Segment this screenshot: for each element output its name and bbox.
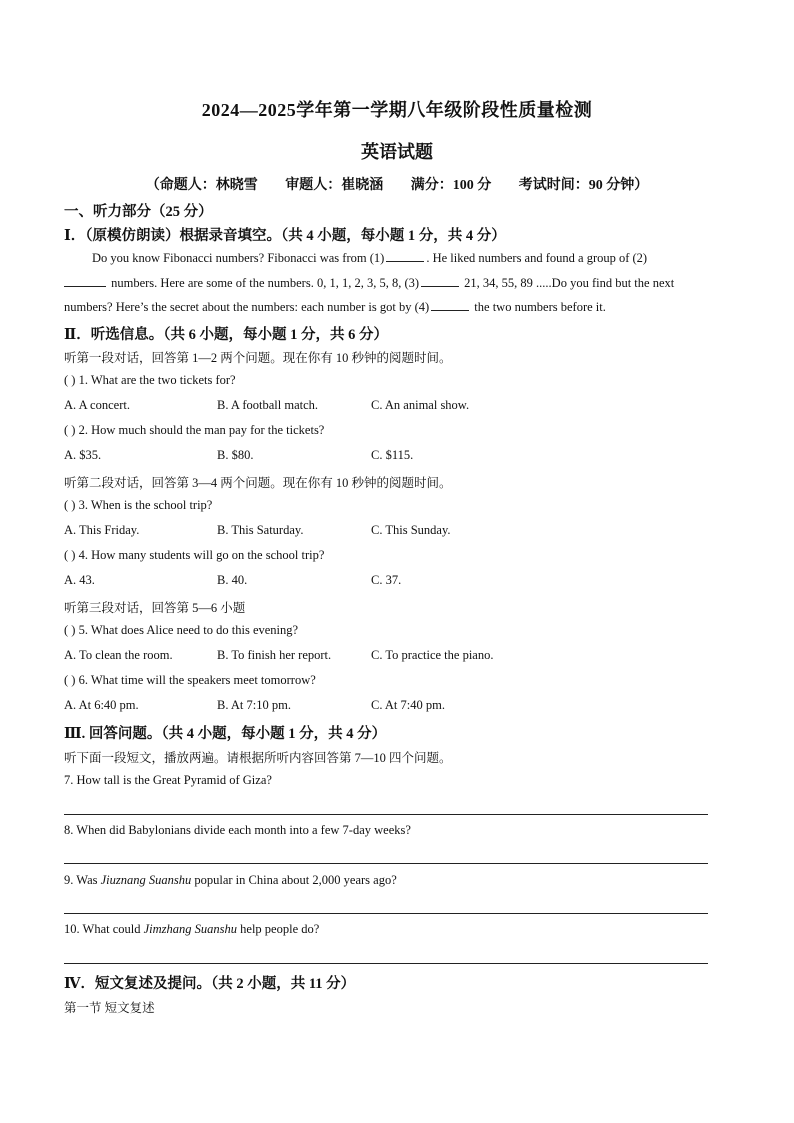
part2-intro-2: 听第二段对话，回答第 3—4 两个问题。现在你有 10 秒钟的阅题时间。 xyxy=(64,476,452,490)
question-4: ( ) 4. How many students will go on the school trip? xyxy=(64,548,325,562)
question-8: 8. When did Babylonians divide each month into a few 7-day weeks? xyxy=(64,823,411,837)
question-10: 10. What could Jimzhang Suanshu help people do? xyxy=(64,922,320,936)
passage-line-2: numbers. Here are some of the numbers. 0, 1, 1, 2, 3, 5, 8, (3) 21, 34, 55, 89 .....Do you find but the next xyxy=(64,271,730,296)
part3-intro: 听下面一段短文，播放两遍。请根据所听内容回答第 7—10 四个问题。 xyxy=(64,751,452,765)
part2-intro-3: 听第三段对话，回答第 5—6 小题 xyxy=(64,601,246,615)
part2-heading: Ⅱ．听选信息。（共 6 小题，每小题 1 分，共 6 分） xyxy=(64,327,388,343)
exam-title: 2024—2025学年第一学期八年级阶段性质量检测 xyxy=(201,100,593,120)
part1-heading: Ⅰ．（原模仿朗读）根据录音填空。（共 4 小题，每小题 1 分，共 4 分） xyxy=(64,228,506,244)
part2-intro-1: 听第一段对话，回答第 1—2 两个问题。现在你有 10 秒钟的阅题时间。 xyxy=(64,351,452,365)
q1-option-b[interactable]: B. A football match. xyxy=(217,398,319,412)
answer-line-8[interactable] xyxy=(64,863,708,864)
answer-line-9[interactable] xyxy=(64,913,708,914)
q3-option-c[interactable]: C. This Sunday. xyxy=(371,523,451,537)
meta-score: 满分：100 分 xyxy=(410,178,492,193)
q5-option-b[interactable]: B. To finish her report. xyxy=(217,648,332,662)
exam-subtitle: 英语试题 xyxy=(361,142,433,162)
part1-passage xyxy=(64,246,730,320)
exam-meta xyxy=(0,174,794,194)
part4-subsection-1: 第一节 短文复述 xyxy=(64,1001,155,1015)
question-2: ( ) 2. How much should the man pay for the tickets? xyxy=(64,423,325,437)
question-7: 7. How tall is the Great Pyramid of Giza? xyxy=(64,773,272,787)
blank-1[interactable] xyxy=(386,249,424,262)
book-title: Jiuznang Suanshu xyxy=(100,873,192,887)
q1-option-c[interactable]: C. An animal show. xyxy=(371,398,470,412)
q4-option-b[interactable]: B. 40. xyxy=(217,573,248,587)
answer-line-7[interactable] xyxy=(64,814,708,815)
blank-3[interactable] xyxy=(421,274,459,287)
passage-line-3: numbers? Here’s the secret about the numbers: each number is got by (4) the two numbers before it. xyxy=(64,300,606,314)
question-6: ( ) 6. What time will the speakers meet tomorrow? xyxy=(64,673,316,687)
question-3: ( ) 3. When is the school trip? xyxy=(64,498,213,512)
q2-option-b[interactable]: B. $80. xyxy=(217,448,254,462)
q4-option-a[interactable]: A. 43. xyxy=(64,573,95,587)
q3-option-b[interactable]: B. This Saturday. xyxy=(217,523,304,537)
q5-option-a[interactable]: A. To clean the room. xyxy=(64,648,173,662)
meta-reviewer: 审题人：崔晓涵 xyxy=(285,178,384,193)
q6-option-b[interactable]: B. At 7:10 pm. xyxy=(217,698,291,712)
question-5: ( ) 5. What does Alice need to do this evening? xyxy=(64,623,299,637)
section-listening-heading: 一、听力部分（25 分） xyxy=(64,204,213,220)
passage-line-1: Do you know Fibonacci numbers? Fibonacci was from (1) . He liked numbers and found a group of (2) xyxy=(92,251,648,265)
q4-option-c[interactable]: C. 37. xyxy=(371,573,402,587)
meta-setter: （命题人：林晓雪 xyxy=(145,178,258,193)
question-9: 9. Was Jiuznang Suanshu popular in China about 2,000 years ago? xyxy=(64,873,397,887)
part3-heading: Ⅲ. 回答问题。（共 4 小题，每小题 1 分，共 4 分） xyxy=(64,726,387,742)
blank-2[interactable] xyxy=(64,274,106,287)
q1-option-a[interactable]: A. A concert. xyxy=(64,398,130,412)
part4-heading: Ⅳ．短文复述及提问。（共 2 小题，共 11 分） xyxy=(64,976,356,992)
book-title: Jimzhang Suanshu xyxy=(143,922,238,936)
meta-time: 考试时间：90 分钟） xyxy=(518,178,649,193)
q2-option-c[interactable]: C. $115. xyxy=(371,448,414,462)
q5-option-c[interactable]: C. To practice the piano. xyxy=(371,648,494,662)
q3-option-a[interactable]: A. This Friday. xyxy=(64,523,140,537)
answer-line-10[interactable] xyxy=(64,963,708,964)
q6-option-a[interactable]: A. At 6:40 pm. xyxy=(64,698,139,712)
q6-option-c[interactable]: C. At 7:40 pm. xyxy=(371,698,445,712)
q2-option-a[interactable]: A. $35. xyxy=(64,448,102,462)
blank-4[interactable] xyxy=(431,298,469,311)
question-1: ( ) 1. What are the two tickets for? xyxy=(64,373,236,387)
